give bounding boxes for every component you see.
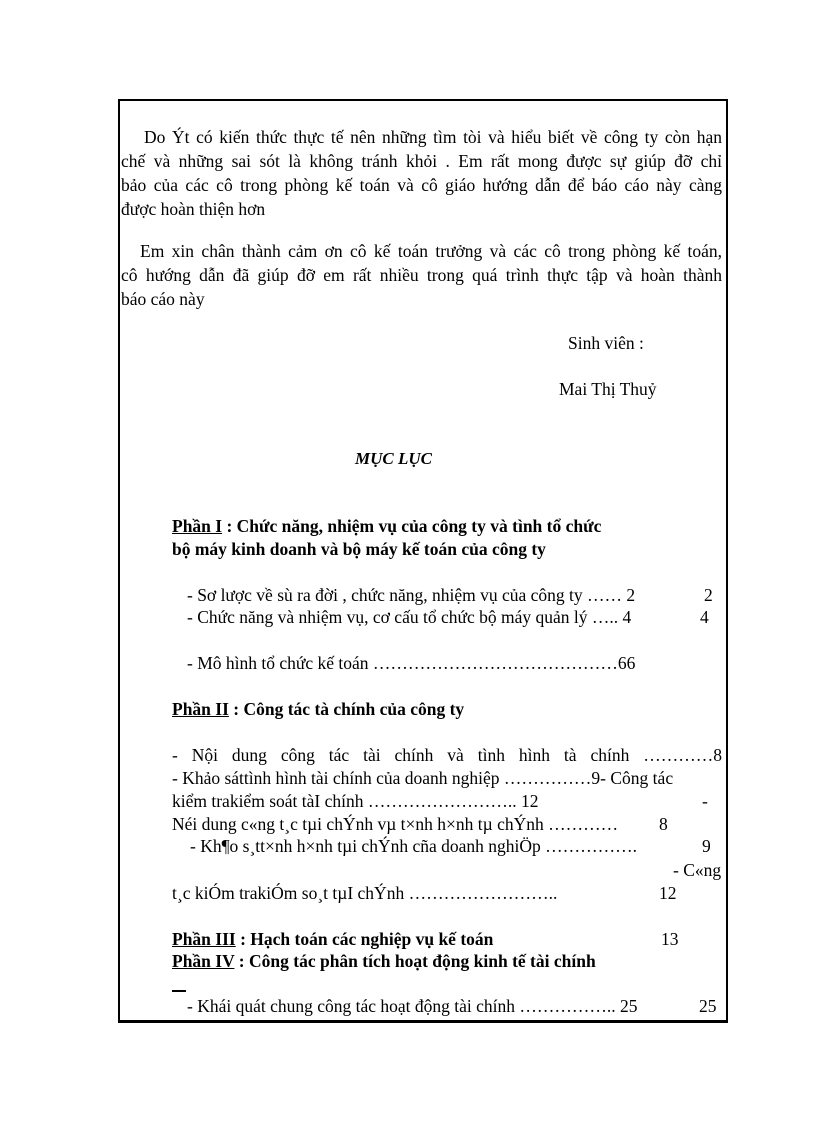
toc-part4-item1-page: 25 — [699, 996, 717, 1016]
toc-part2-line4: - — [702, 791, 708, 811]
toc-part2-line3: kiểm trakiểm soát tàI chính …………………….. 12 — [172, 791, 539, 811]
toc-part3-heading — [172, 928, 493, 950]
toc-part3-label: Phần III — [172, 929, 236, 949]
toc-part2-line1: - Nội dung công tác tài chính và tình hình tà chính …………8 — [172, 745, 722, 765]
toc-part1-item2: - Chức năng và nhiệm vụ, cơ cấu tổ chức bộ máy quản lý ….. 4 — [187, 607, 632, 627]
toc-title: MỤC LỤC — [355, 449, 432, 468]
toc-part3-title: : Hạch toán các nghiệp vụ kế toán — [235, 929, 494, 949]
toc-part2-label: Phần II — [172, 699, 229, 719]
toc-part1-item2-page: 4 — [700, 607, 709, 627]
toc-part4-heading — [172, 950, 596, 972]
toc-part4-title: : Công tác phân tích hoạt động kinh tế tài chính — [234, 951, 596, 971]
toc-part1-item1: - Sơ lược về sù ra đời , chức năng, nhiệm vụ của công ty …… 2 — [187, 585, 636, 605]
intro-p2-line2: cô hướng dẫn đã giúp đỡ em rất nhiều trong quá trình thực tập và hoàn thành — [121, 265, 722, 285]
intro-p1-line4: được hoàn thiện hơn — [121, 199, 266, 219]
toc-part4-item1: - Khái quát chung công tác hoạt động tài chính …………….. 25 — [187, 996, 638, 1016]
intro-p2-line3: báo cáo này — [121, 289, 205, 309]
toc-part1-item1-page: 2 — [704, 585, 713, 605]
intro-p2-line1: Em xin chân thành cảm ơn cô kế toán trưởng và các cô trong phòng kế toán, — [140, 241, 722, 261]
toc-part4-label: Phần IV — [172, 951, 235, 971]
toc-part2-heading — [172, 698, 464, 720]
intro-p1-line2: chế và những sai sót là không tránh khỏi . Em rất mong được sự giúp đỡ chỉ — [121, 151, 722, 171]
toc-part2-line8: t¸c kiÓm trakiÓm so¸t tµI chÝnh …………………….. — [172, 883, 558, 903]
toc-part2-line6-page: 9 — [702, 836, 711, 856]
toc-part1-title-line1: : Chức năng, nhiệm vụ của công ty và tình tổ chức — [222, 516, 602, 536]
toc-part1-title-line2: bộ máy kinh doanh và bộ máy kế toán của công ty — [172, 539, 546, 559]
toc-part1-label: Phần I — [172, 516, 223, 536]
toc-part1-heading — [172, 515, 601, 537]
toc-part2-line2: - Khảo sáttình hình tài chính của doanh nghiệp ……………9- Công tác — [172, 768, 674, 788]
toc-part2-title: : Công tác tà chính của công ty — [228, 699, 465, 719]
toc-part2-line8-page: 12 — [659, 883, 677, 903]
toc-part2-line5: Néi dung c«ng t¸c tµi chÝnh vµ t×nh h×nh tµ chÝnh ………… — [172, 814, 619, 834]
toc-part2-line6: - Kh¶o s¸tt×nh h×nh tµi chÝnh cña doanh nghiÖp ……………. — [190, 836, 638, 856]
toc-part1-item3: - Mô hình tổ chức kế toán ……………………………………66 — [187, 653, 636, 673]
toc-part1-item3-page: 6 — [626, 653, 636, 673]
toc-part2-line7: - C«ng — [673, 860, 722, 880]
toc-part2-line5-page: 8 — [659, 814, 668, 834]
signature-label: Sinh viên : — [568, 333, 644, 353]
toc-part3-page: 13 — [661, 929, 679, 949]
signature-name: Mai Thị Thuỷ — [559, 379, 657, 399]
toc-part4-underline-mark — [172, 990, 186, 992]
intro-p1-line1: Do Ýt có kiến thức thực tế nên những tìm tòi và hiểu biết về công ty còn hạn — [144, 127, 722, 147]
intro-p1-line3: bảo của các cô trong phòng kế toán và cô giáo hướng dẫn để báo cáo này càng — [121, 175, 722, 195]
